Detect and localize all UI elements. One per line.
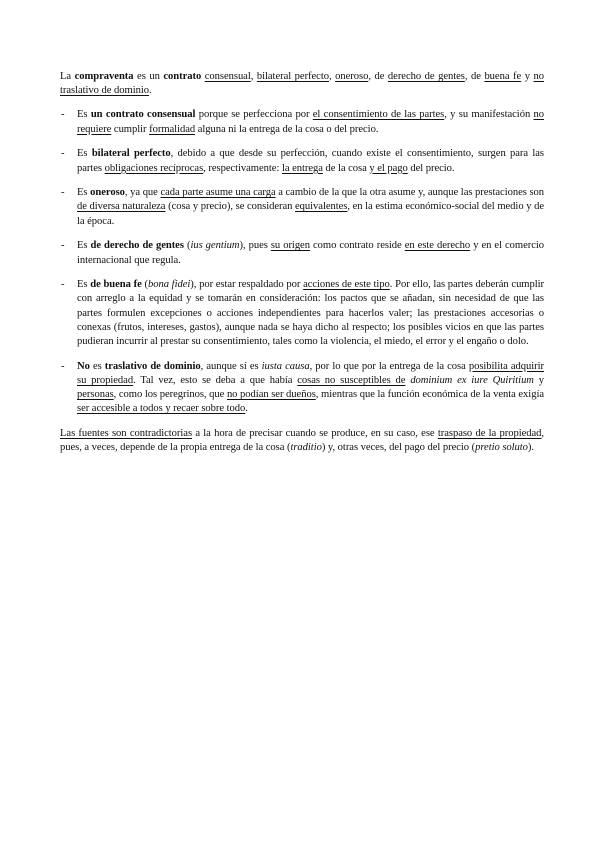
list-item-bilateral: - Es bilateral perfecto, debido a que desde su perfección, cuando existe el consentimiento, surgen para las partes obligaciones recíprocas, respectivamente: la entrega de la cosa y el pago del precio. bbox=[60, 147, 544, 175]
term-compraventa: compraventa bbox=[74, 71, 134, 82]
term-contrato: contrato bbox=[163, 71, 202, 82]
text: . bbox=[148, 85, 152, 97]
text: es un bbox=[133, 71, 164, 82]
document-body bbox=[60, 70, 544, 455]
list-item-oneroso: - Es oneroso, ya que cada parte asume una carga a cambio de la que la otra asume y, aunque las prestaciones son de diversa naturaleza (cosa y precio), se consideran equivalentes, en la estima económico-social del medio y de la época. bbox=[60, 186, 544, 229]
text: , de bbox=[368, 71, 388, 82]
text: , de bbox=[464, 71, 485, 82]
intro-paragraph bbox=[60, 70, 544, 98]
list-item-no-traslativo: - No es traslativo de dominio, aunque sí es iusta causa, por lo que por la entrega de la cosa posibilita adquirir su propiedad. Tal vez, esto se deba a que había cosas no susceptibles de dominium ex iure Quiritium y personas, como los peregrinos, que no podían ser dueños, mientras que la función económica de la venta exigía ser accesible a todos y recaer sobre todo. bbox=[60, 360, 544, 417]
list-item-derecho-gentes: - Es de derecho de gentes (ius gentium), pues su origen como contrato reside en este derecho y en el comercio internacional que regula. bbox=[60, 239, 544, 267]
term-oneroso: oneroso bbox=[335, 71, 369, 82]
term-derecho-de-gentes: derecho de gentes bbox=[387, 71, 465, 82]
term-bilateral-perfecto: bilateral perfecto bbox=[256, 71, 329, 82]
text: , bbox=[328, 71, 336, 82]
characteristics-list bbox=[60, 108, 544, 416]
list-item-consensual: - Es un contrato consensual porque se perfecciona por el consentimiento de las partes, y su manifestación no requiere cumplir formalidad alguna ni la entrega de la cosa o del precio. bbox=[60, 108, 544, 136]
text: y bbox=[521, 71, 534, 82]
list-item-buena-fe: - Es de buena fe (bona fidei), por estar respaldado por acciones de este tipo. Por ello, las partes deberán cumplir con arreglo a la equidad y se tomarán en consideración: los pactos que se añadan, sin necesidad de que las partes formulen excepciones o acciones independientes para hacerlos valer; las prestaciones accesorias o conexas (frutos, intereses, gastos), aunque nada se haya dicho al respecto; los posibles vicios en que las partes pudieran incurrir al prestar su consentimiento, tales como la violencia, el miedo, el error y el engaño o dolo. bbox=[60, 278, 544, 349]
term-no-traslativo: no traslativo de dominio bbox=[60, 71, 544, 97]
closing-paragraph: Las fuentes son contradictorias a la hora de precisar cuando se produce, en su caso, ese traspaso de la propiedad, pues, a veces, depende de la propia entrega de la cosa (traditio) y, otras veces, del pago del precio (pretio soluto). bbox=[60, 428, 545, 454]
term-buena-fe: buena fe bbox=[484, 71, 522, 82]
term-consensual: consensual bbox=[204, 71, 251, 82]
text: La bbox=[60, 71, 75, 82]
text: , bbox=[250, 71, 257, 82]
